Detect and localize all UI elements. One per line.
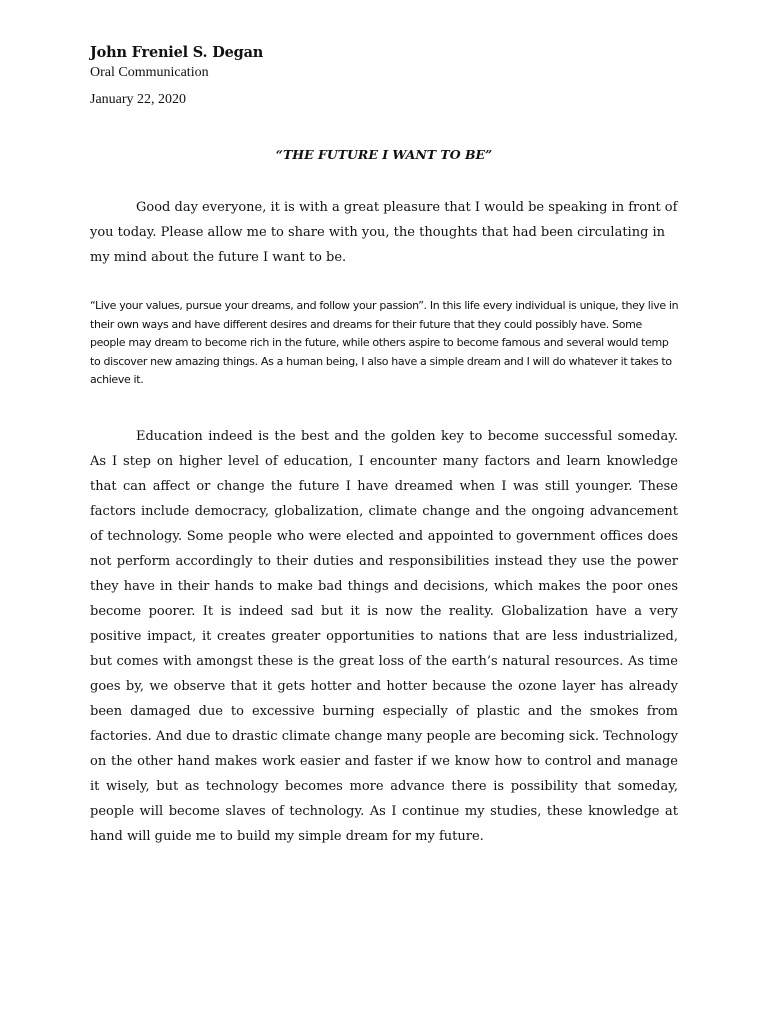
author-name: John Freniel S. Degan [90, 44, 264, 61]
intro-paragraph: Good day everyone, it is with a great pleasure that I would be speaking in front of you today. Please allow me to share with you, the thoughts that had been circulating in my mind about the future I want to be. [90, 200, 678, 265]
document-date: January 22, 2020 [90, 92, 187, 107]
quote-paragraph: “Live your values, pursue your dreams, and follow your passion”. In this life every individual is unique, they live in their own ways and have different desires and dreams for their future that they could possibly have. Some people may dream to become rich in the future, while others aspire to become famous and several would temp to discover new amazing things. As a human being, I also have a simple dream and I will do whatever it takes to achieve it. [90, 299, 679, 387]
education-paragraph: Education indeed is the best and the golden key to become successful someday. As I step on higher level of education, I encounter many factors and learn knowledge that can affect or change the future I have dreamed when I was still younger. These factors include democracy, globalization, climate change and the ongoing advancement of technology. Some people who were elected and appointed to government offices does not perform accordingly to their duties and responsibilities instead they use the power they have in their hands to make bad things and decisions, which makes the poor ones become poorer. It is indeed sad but it is now the reality. Globalization have a very positive impact, it creates greater opportunities to nations that are less industrialized, but comes with amongst these is the great loss of the earth’s natural resources. As time goes by, we observe that it gets hotter and hotter because the ozone layer has already been damaged due to excessive burning especially of plastic and the smokes from factories. And due to drastic climate change many people are becoming sick. Technology on the other hand makes work easier and faster if we know how to control and manage it wisely, but as technology becomes more advance there is possibility that someday, people will become slaves of technology. As I continue my studies, these knowledge at hand will guide me to build my simple dream for my future. [90, 429, 678, 844]
essay-title: “THE FUTURE I WANT TO BE” [275, 147, 493, 162]
course-name: Oral Communication [90, 65, 209, 80]
